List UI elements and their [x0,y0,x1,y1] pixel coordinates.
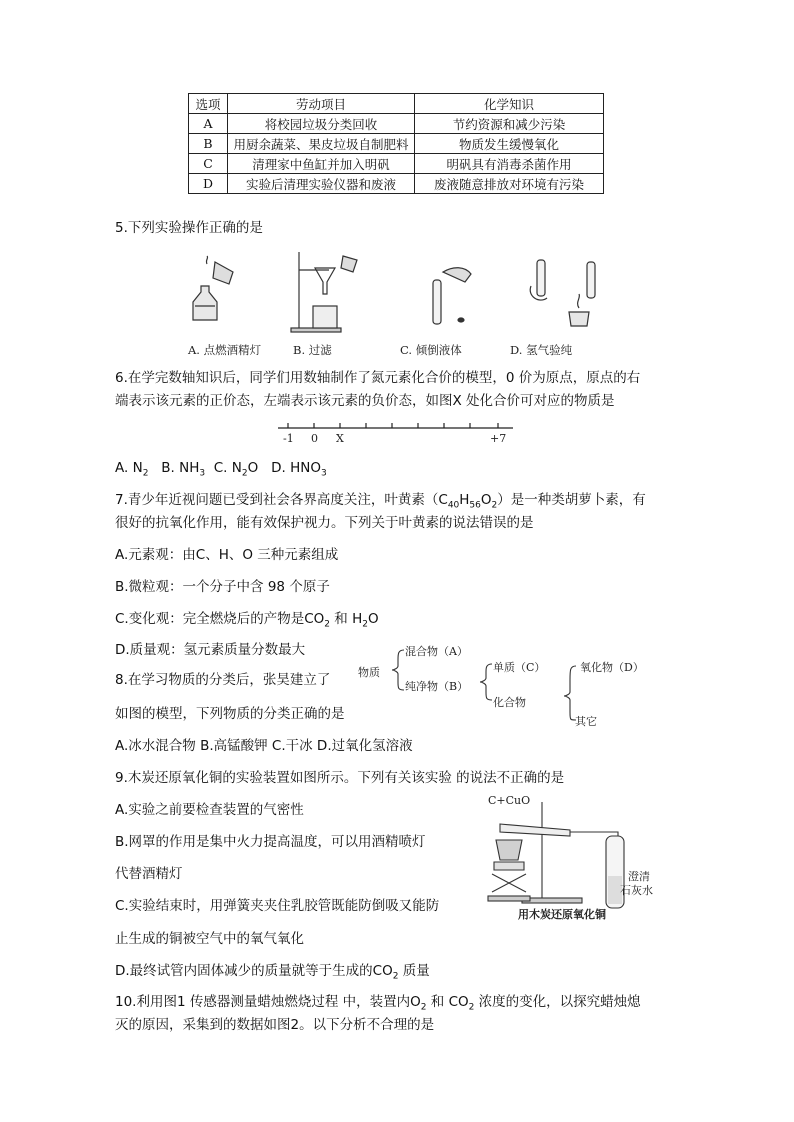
q9-text: D.最终试管内固体减少的质量就等于生成的CO [115,963,393,979]
q7-option-d: D.质量观：氢元素质量分数最大 [115,642,306,658]
question-5-stem: 5.下列实验操作正确的是 [115,220,263,236]
table-cell: 废液随意排放对环境有污染 [415,174,604,194]
subscript: 2 [324,619,331,630]
figure-label-limewater-2: 石灰水 [620,884,653,897]
figure-label-c-cuo: C+CuO [488,794,531,807]
question-6-stem-line2: 端表示该元素的正价态，左端表示该元素的负价态，如图X 处化合价可对应的物质是 [115,393,615,409]
question-10-stem-line1 [115,992,641,1012]
table-row [189,154,604,174]
table-cell: 节约资源和减少污染 [415,114,604,134]
q10-text: 10.利用图1 传感器测量蜡烛燃烧过程 中，装置内O [115,994,421,1010]
tree-root: 物质 [358,666,380,679]
subscript: 2 [362,619,368,630]
tree-other: 其它 [575,715,597,728]
q10-text: 浓度的变化，以探究蜡烛熄 [474,994,641,1010]
question-8-options: A.冰水混合物 B.高锰酸钾 C.干冰 D.过氧化氢溶液 [115,738,413,754]
q9-option-b-line2: 代替酒精灯 [115,866,183,882]
q9-option-c-line2: 止生成的铜被空气中的氧气氧化 [115,931,304,947]
q7-text: C.变化观：完全燃烧后的产物是CO [115,611,325,627]
question-6-stem-line1: 6.在学完数轴知识后，同学们用数轴制作了氮元素化合价的模型，0 价为原点，原点的右 [115,370,641,386]
question-8-stem-line1: 8.在学习物质的分类后，张昊建立了 [115,672,331,688]
figure-label-limewater-1: 澄清 [628,870,650,883]
q5-caption-c: C. 倾倒液体 [400,343,462,357]
table-header-row [189,94,604,114]
table-cell: 明矾具有消毒杀菌作用 [415,154,604,174]
subscript: 2 [468,1002,475,1013]
q5-figure-a-alcohol-lamp [185,258,245,328]
q7-formula-o: O [480,492,492,508]
table-cell: C [189,154,228,174]
q9-option-a: A.实验之前要检查装置的气密性 [115,802,304,818]
q5-caption-a: A. 点燃酒精灯 [188,343,262,357]
subscript: 40 [447,500,460,511]
axis-label-x: X [336,432,344,445]
table-cell: 将校园垃圾分类回收 [228,114,415,134]
q7-text: O [367,611,379,627]
subscript: 2 [491,500,498,511]
subscript: 2 [241,468,248,479]
q7-text: 7.青少年近视问题已受到社会各界高度关注，叶黄素（C [115,492,448,508]
table-cell: B [189,134,228,154]
tree-element: 单质（C） [493,661,546,674]
question-7-stem-line1 [115,490,646,510]
figure-caption: 用木炭还原氧化铜 [518,908,606,921]
q6-option-b: B. NH [161,460,200,476]
q7-text: ）是一种类胡萝卜素，有 [497,492,646,508]
q7-option-b: B.微粒观：一个分子中含 98 个原子 [115,579,330,595]
options-table [188,93,604,194]
q6-option-c-tail: O [247,460,259,476]
axis-label-0: 0 [311,432,318,445]
table-cell: D [189,174,228,194]
subscript: 2 [142,468,149,479]
subscript: 56 [469,500,481,511]
q6-option-d: D. HNO [271,460,321,476]
q7-formula-h: H [459,492,470,508]
q5-caption-d: D. 氢气验纯 [510,343,573,357]
tree-mixture: 混合物（A） [405,645,468,658]
subscript: 3 [320,468,327,479]
question-10-stem-line2: 灭的原因，采集到的数据如图2。以下分析不合理的是 [115,1017,435,1033]
table-header: 劳动项目 [228,94,415,114]
question-6-options [115,458,327,478]
q5-caption-b: B. 过滤 [293,343,332,357]
question-8-stem-line2: 如图的模型，下列物质的分类正确的是 [115,706,345,722]
q9-text: 质量 [398,963,430,979]
q7-text: 和 H [330,611,363,627]
q7-option-c [115,609,379,629]
subscript: 2 [392,971,399,982]
subscript: 2 [420,1002,427,1013]
axis-label-plus7: +7 [490,432,507,445]
question-7-stem-line2: 很好的抗氧化作用，能有效保护视力。下列关于叶黄素的说法错误的是 [115,515,534,531]
table-cell: 物质发生缓慢氧化 [415,134,604,154]
question-9-stem: 9.木炭还原氧化铜的实验装置如图所示。下列有关该实验 的说法不正确的是 [115,770,565,786]
table-cell: 用厨余蔬菜、果皮垃圾自制肥料 [228,134,415,154]
q7-option-a: A.元素观：由C、H、O 三种元素组成 [115,547,339,563]
table-header: 化学知识 [415,94,604,114]
tree-oxide: 氧化物（D） [580,661,644,674]
q10-text: 和 CO [426,994,469,1010]
table-cell: A [189,114,228,134]
tree-pure-substance: 纯净物（B） [405,680,469,693]
tree-compound: 化合物 [493,696,526,709]
q9-option-c-line1: C.实验结束时，用弹簧夹夹住乳胶管既能防倒吸又能防 [115,898,440,914]
axis-label-minus1: -1 [283,432,294,445]
table-header: 选项 [189,94,228,114]
q6-option-c: C. N [213,460,242,476]
table-cell: 清理家中鱼缸并加入明矾 [228,154,415,174]
q9-option-b-line1: B.网罩的作用是集中火力提高温度，可以用酒精喷灯 [115,834,426,850]
q5-figure-b-filtration [285,250,365,335]
q9-option-d [115,961,430,981]
table-cell: 实验后清理实验仪器和废液 [228,174,415,194]
table-row [189,134,604,154]
q6-option-a: A. N [115,460,143,476]
subscript: 3 [199,468,206,479]
table-row [189,114,604,134]
table-row [189,174,604,194]
q5-figure-d-hydrogen-test [525,256,605,331]
q5-figure-c-pouring-liquid [405,262,485,332]
